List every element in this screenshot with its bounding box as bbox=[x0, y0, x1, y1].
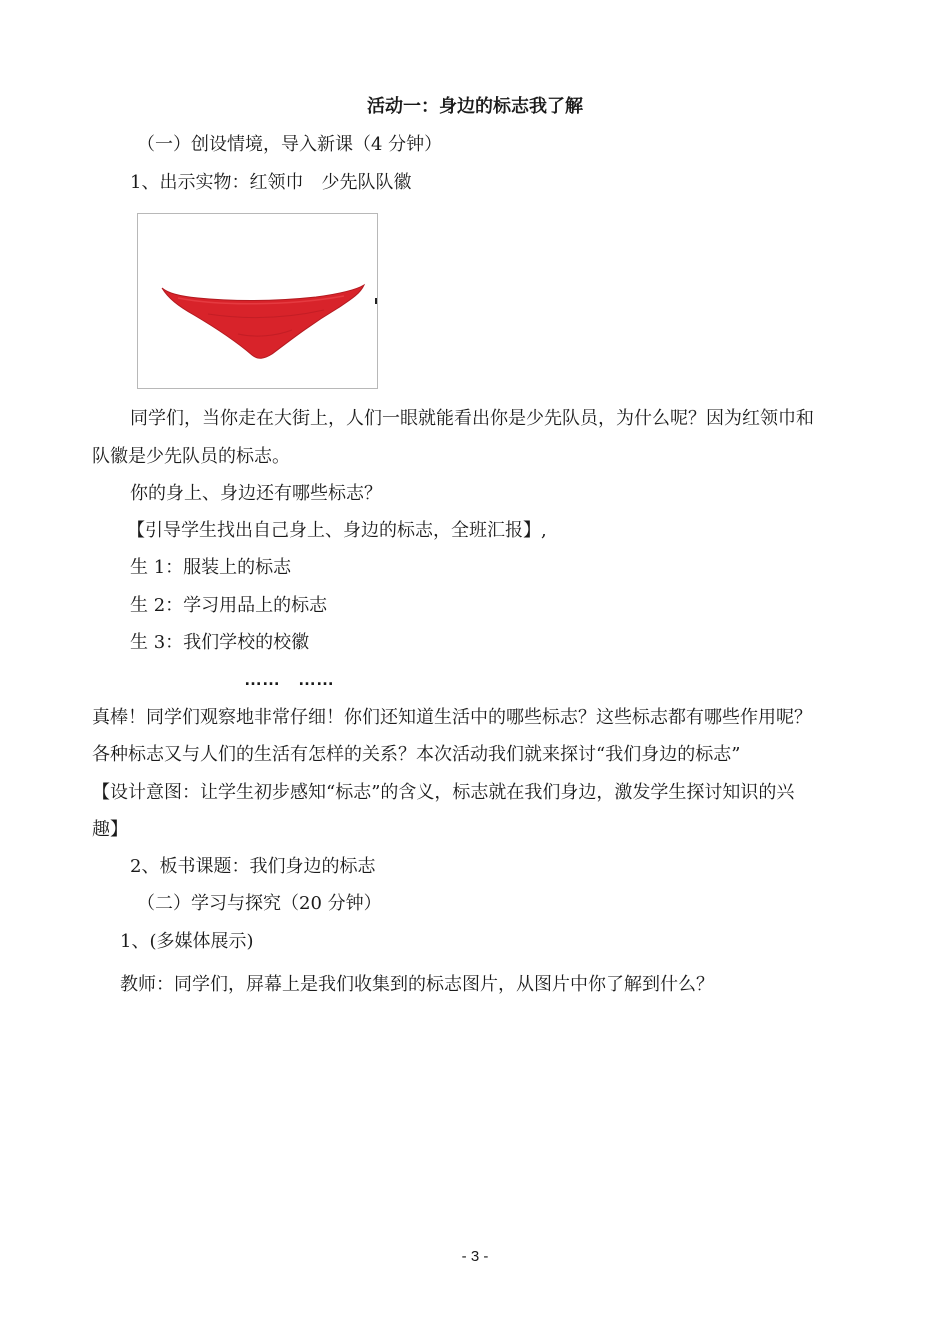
ellipsis-line: …… …… bbox=[244, 669, 334, 689]
paragraph-line: 【引导学生找出自己身上、身边的标志，全班汇报】, bbox=[127, 520, 547, 541]
paragraph-line: 【设计意图：让学生初步感知“标志”的含义，标志就在我们身边，激发学生探讨知识的兴 bbox=[92, 782, 795, 803]
paragraph-line: 趣】 bbox=[92, 819, 128, 840]
paragraph-line: 各种标志又与人们的生活有怎样的关系？本次活动我们就来探讨“我们身边的标志” bbox=[92, 744, 741, 765]
page-title: 活动一：身边的标志我了解 bbox=[367, 96, 583, 117]
paragraph-line: 生 3：我们学校的校徽 bbox=[130, 632, 310, 653]
paragraph-line: 教师：同学们，屏幕上是我们收集到的标志图片，从图片中你了解到什么？ bbox=[120, 974, 714, 995]
paragraph-line: 队徽是少先队员的标志。 bbox=[92, 446, 290, 467]
paragraph-line: 生 1：服装上的标志 bbox=[130, 557, 292, 578]
paragraph-line: 2、板书课题：我们身边的标志 bbox=[130, 856, 376, 877]
red-scarf-figure bbox=[137, 213, 378, 389]
paragraph-line: 真棒！同学们观察地非常仔细！你们还知道生活中的哪些标志？这些标志都有哪些作用呢？ bbox=[92, 707, 812, 728]
paragraph-line: 生 2：学习用品上的标志 bbox=[130, 595, 328, 616]
page-number: - 3 - bbox=[461, 1248, 489, 1265]
paragraph-line: 你的身上、身边还有哪些标志？ bbox=[130, 483, 382, 504]
red-scarf-icon bbox=[138, 214, 377, 388]
paragraph-line: 1、出示实物：红领巾 少先队队徽 bbox=[130, 172, 412, 193]
paragraph-line: 同学们，当你走在大街上，人们一眼就能看出你是少先队员，为什么呢？因为红领巾和 bbox=[130, 408, 814, 429]
paragraph-line: 1、(多媒体展示) bbox=[120, 931, 254, 952]
section-heading-1: （一）创设情境，导入新课（4 分钟） bbox=[137, 134, 443, 155]
section-heading-2: （二）学习与探究（20 分钟） bbox=[137, 893, 382, 914]
